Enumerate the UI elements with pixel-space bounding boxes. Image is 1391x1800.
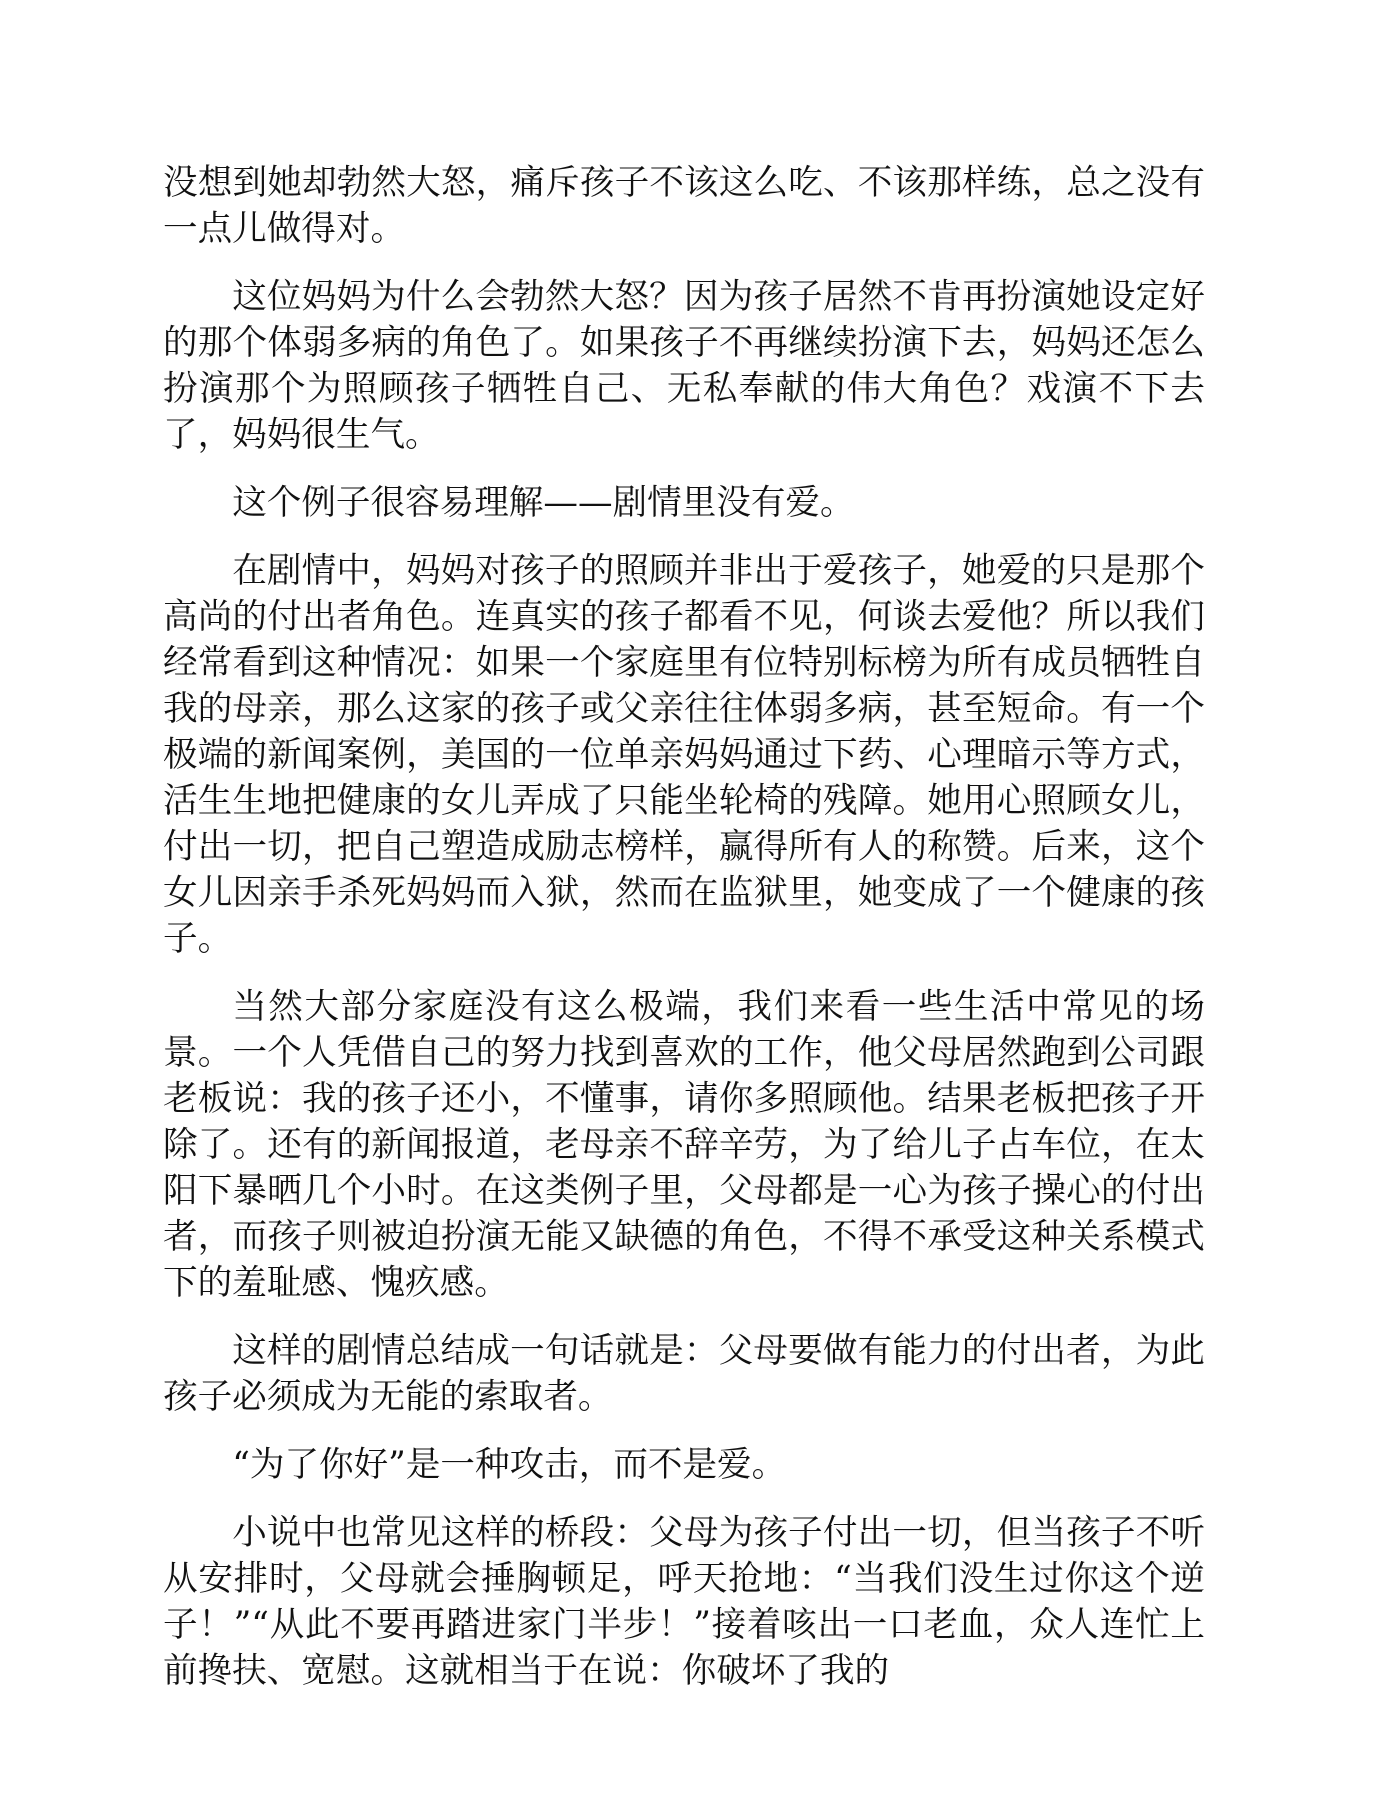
document-page — [163, 160, 1205, 1716]
paragraph-7: “为了你好”是一种攻击，而不是爱。 — [232, 1445, 787, 1485]
paragraph-1: 没想到她却勃然大怒，痛斥孩子不该这么吃、不该那样练，总之没有一点儿做得对。 — [163, 163, 1205, 249]
paragraph-4: 在剧情中，妈妈对孩子的照顾并非出于爱孩子，她爱的只是那个高尚的付出者角色。连真实的孩子都看不见，何谈去爱他？所以我们经常看到这种情况：如果一个家庭里有位特别标榜为所有成员牺牲自我的母亲，那么这家的孩子或父亲往往体弱多病，甚至短命。有一个极端的新闻案例，美国的一位单亲妈妈通过下药、心理暗示等方式，活生生地把健康的女儿弄成了只能坐轮椅的残障。她用心照顾女儿，付出一切，把自己塑造成励志榜样，赢得所有人的称赞。后来，这个女儿因亲手杀死妈妈而入狱，然而在监狱里，她变成了一个健康的孩子。 — [163, 551, 1205, 959]
paragraph-6: 这样的剧情总结成一句话就是：父母要做有能力的付出者，为此孩子必须成为无能的索取者。 — [163, 1331, 1205, 1417]
paragraph-2: 这位妈妈为什么会勃然大怒？因为孩子居然不肯再扮演她设定好的那个体弱多病的角色了。如果孩子不再继续扮演下去，妈妈还怎么扮演那个为照顾孩子牺牲自己、无私奉献的伟大角色？戏演不下去了，妈妈很生气。 — [163, 277, 1205, 455]
paragraph-5: 当然大部分家庭没有这么极端，我们来看一些生活中常见的场景。一个人凭借自己的努力找到喜欢的工作，他父母居然跑到公司跟老板说：我的孩子还小，不懂事，请你多照顾他。结果老板把孩子开除了。还有的新闻报道，老母亲不辞辛劳，为了给儿子占车位，在太阳下暴晒几个小时。在这类例子里，父母都是一心为孩子操心的付出者，而孩子则被迫扮演无能又缺德的角色，不得不承受这种关系模式下的羞耻感、愧疚感。 — [163, 987, 1205, 1303]
paragraph-3: 这个例子很容易理解——剧情里没有爱。 — [232, 483, 855, 523]
paragraph-8: 小说中也常见这样的桥段：父母为孩子付出一切，但当孩子不听从安排时，父母就会捶胸顿足，呼天抢地：“当我们没生过你这个逆子！”“从此不要再踏进家门半步！”接着咳出一口老血，众人连忙上前搀扶、宽慰。这就相当于在说：你破坏了我的 — [163, 1513, 1205, 1691]
